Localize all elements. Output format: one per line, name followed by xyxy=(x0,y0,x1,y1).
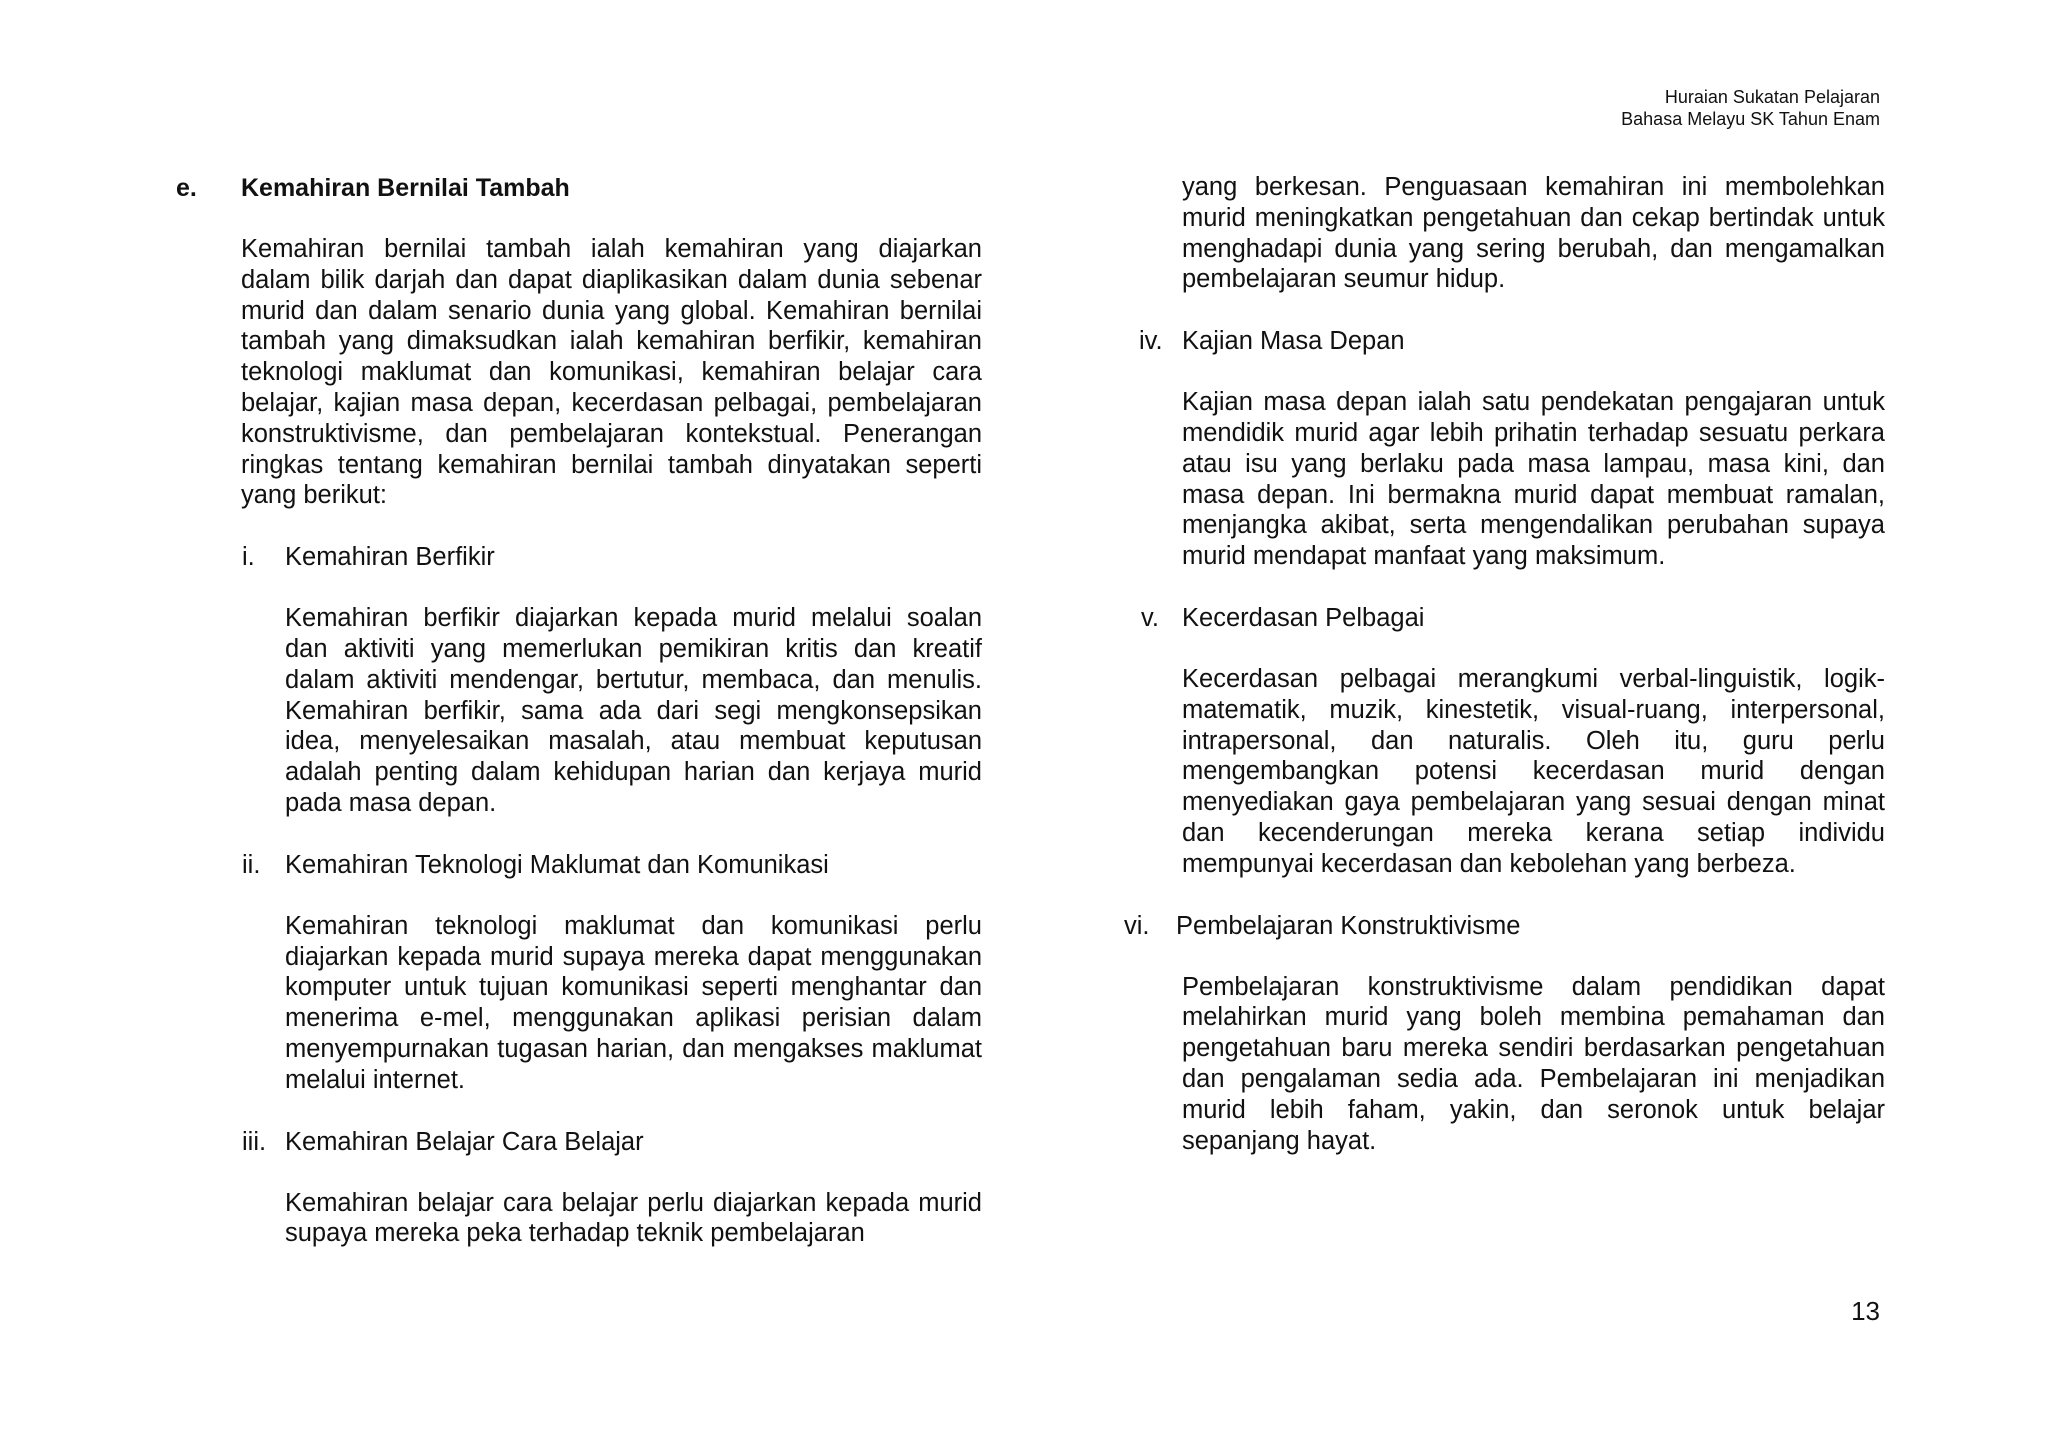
subsection-title: Kemahiran Teknologi Maklumat dan Komunikasi xyxy=(285,850,829,879)
subsection-heading-i xyxy=(242,542,990,573)
subsection-body-v: Kecerdasan pelbagai merangkumi verbal-linguistik, logik-matematik, muzik, kinestetik, visual-ruang, interpersonal, intrapersonal, dan naturalis. Oleh itu, guru perlu mengembangkan potensi kecerdasan murid dengan menyediakan gaya pembelajaran yang sesuai dengan minat dan kecenderungan mereka kerana setiap individu mempunyai kecerdasan dan kebolehan yang berbeza. xyxy=(1182,664,1885,878)
page-header xyxy=(1621,86,1880,130)
subsection-heading-iii xyxy=(242,1127,990,1158)
subsection-title: Kajian Masa Depan xyxy=(1182,327,1405,356)
subsection-heading-vi xyxy=(1124,911,1888,942)
header-title: Huraian Sukatan Pelajaran xyxy=(1664,87,1880,107)
subsection-heading-ii xyxy=(242,850,990,881)
subsection-title: Pembelajaran Konstruktivisme xyxy=(1176,911,1521,940)
section-intro: Kemahiran bernilai tambah ialah kemahiran yang diajarkan dalam bilik darjah dan dapat diaplikasikan dalam dunia sebenar murid dan dalam senario dunia yang global. Kemahiran bernilai tambah yang dimaksudkan ialah kemahiran berfikir, kemahiran teknologi maklumat dan komunikasi, kemahiran belajar cara belajar, kajian masa depan, kecerdasan pelbagai, pembelajaran konstruktivisme, dan pembelajaran kontekstual. Penerangan ringkas tentang kemahiran bernilai tambah dinyatakan seperti yang berikut: xyxy=(241,235,982,510)
section-heading xyxy=(176,172,990,204)
subsection-body-vi: Pembelajaran konstruktivisme dalam pendidikan dapat melahirkan murid yang boleh membina pemahaman dan pengetahuan baru mereka sendiri berdasarkan pengetahuan dan pengalaman sedia ada. Pembelajaran ini menjadikan murid lebih faham, yakin, dan seronok untuk belajar sepanjang hayat. xyxy=(1182,972,1885,1155)
subsection-title: Kecerdasan Pelbagai xyxy=(1182,603,1425,632)
header-subtitle: Bahasa Melayu SK Tahun Enam xyxy=(1621,109,1880,129)
section-title: Kemahiran Bernilai Tambah xyxy=(241,174,570,202)
subsection-number: ii. xyxy=(242,850,261,879)
subsection-title: Kemahiran Belajar Cara Belajar xyxy=(285,1127,644,1156)
subsection-heading-v xyxy=(1141,603,1888,634)
subsection-number: iii. xyxy=(242,1127,267,1156)
subsection-body-iii: Kemahiran belajar cara belajar perlu diajarkan kepada murid supaya mereka peka terhadap teknik pembelajaran xyxy=(285,1188,982,1248)
left-column xyxy=(176,172,990,1249)
subsection-number: i. xyxy=(242,543,255,572)
subsection-number: v. xyxy=(1141,603,1159,632)
subsection-heading-iv xyxy=(1139,326,1888,357)
right-column xyxy=(1124,172,1888,1156)
subsection-number: vi. xyxy=(1124,911,1150,940)
subsection-body-iv: Kajian masa depan ialah satu pendekatan pengajaran untuk mendidik murid agar lebih prihatin terhadap sesuatu perkara atau isu yang berlaku pada masa lampau, masa kini, dan masa depan. Ini bermakna murid dapat membuat ramalan, menjangka akibat, serta mengendalikan perubahan supaya murid mendapat manfaat yang maksimum. xyxy=(1182,388,1885,571)
page-number: 13 xyxy=(1851,1296,1880,1326)
subsection-title: Kemahiran Berfikir xyxy=(285,543,495,572)
subsection-number: iv. xyxy=(1139,327,1163,356)
section-letter: e. xyxy=(176,174,197,202)
subsection-body-i: Kemahiran berfikir diajarkan kepada murid melalui soalan dan aktiviti yang memerlukan pemikiran kritis dan kreatif dalam aktiviti mendengar, bertutur, membaca, dan menulis. Kemahiran berfikir, sama ada dari segi mengkonsepsikan idea, menyelesaikan masalah, atau membuat keputusan adalah penting dalam kehidupan harian dan kerjaya murid pada masa depan. xyxy=(285,604,982,817)
subsection-body-ii: Kemahiran teknologi maklumat dan komunikasi perlu diajarkan kepada murid supaya mereka dapat menggunakan komputer untuk tujuan komunikasi seperti menghantar dan menerima e-mel, menggunakan aplikasi perisian dalam menyempurnakan tugasan harian, dan mengakses maklumat melalui internet. xyxy=(285,911,982,1094)
subsection-body-iii-continued: yang berkesan. Penguasaan kemahiran ini membolehkan murid meningkatkan pengetahuan dan cekap bertindak untuk menghadapi dunia yang sering berubah, dan mengamalkan pembelajaran seumur hidup. xyxy=(1182,173,1885,294)
